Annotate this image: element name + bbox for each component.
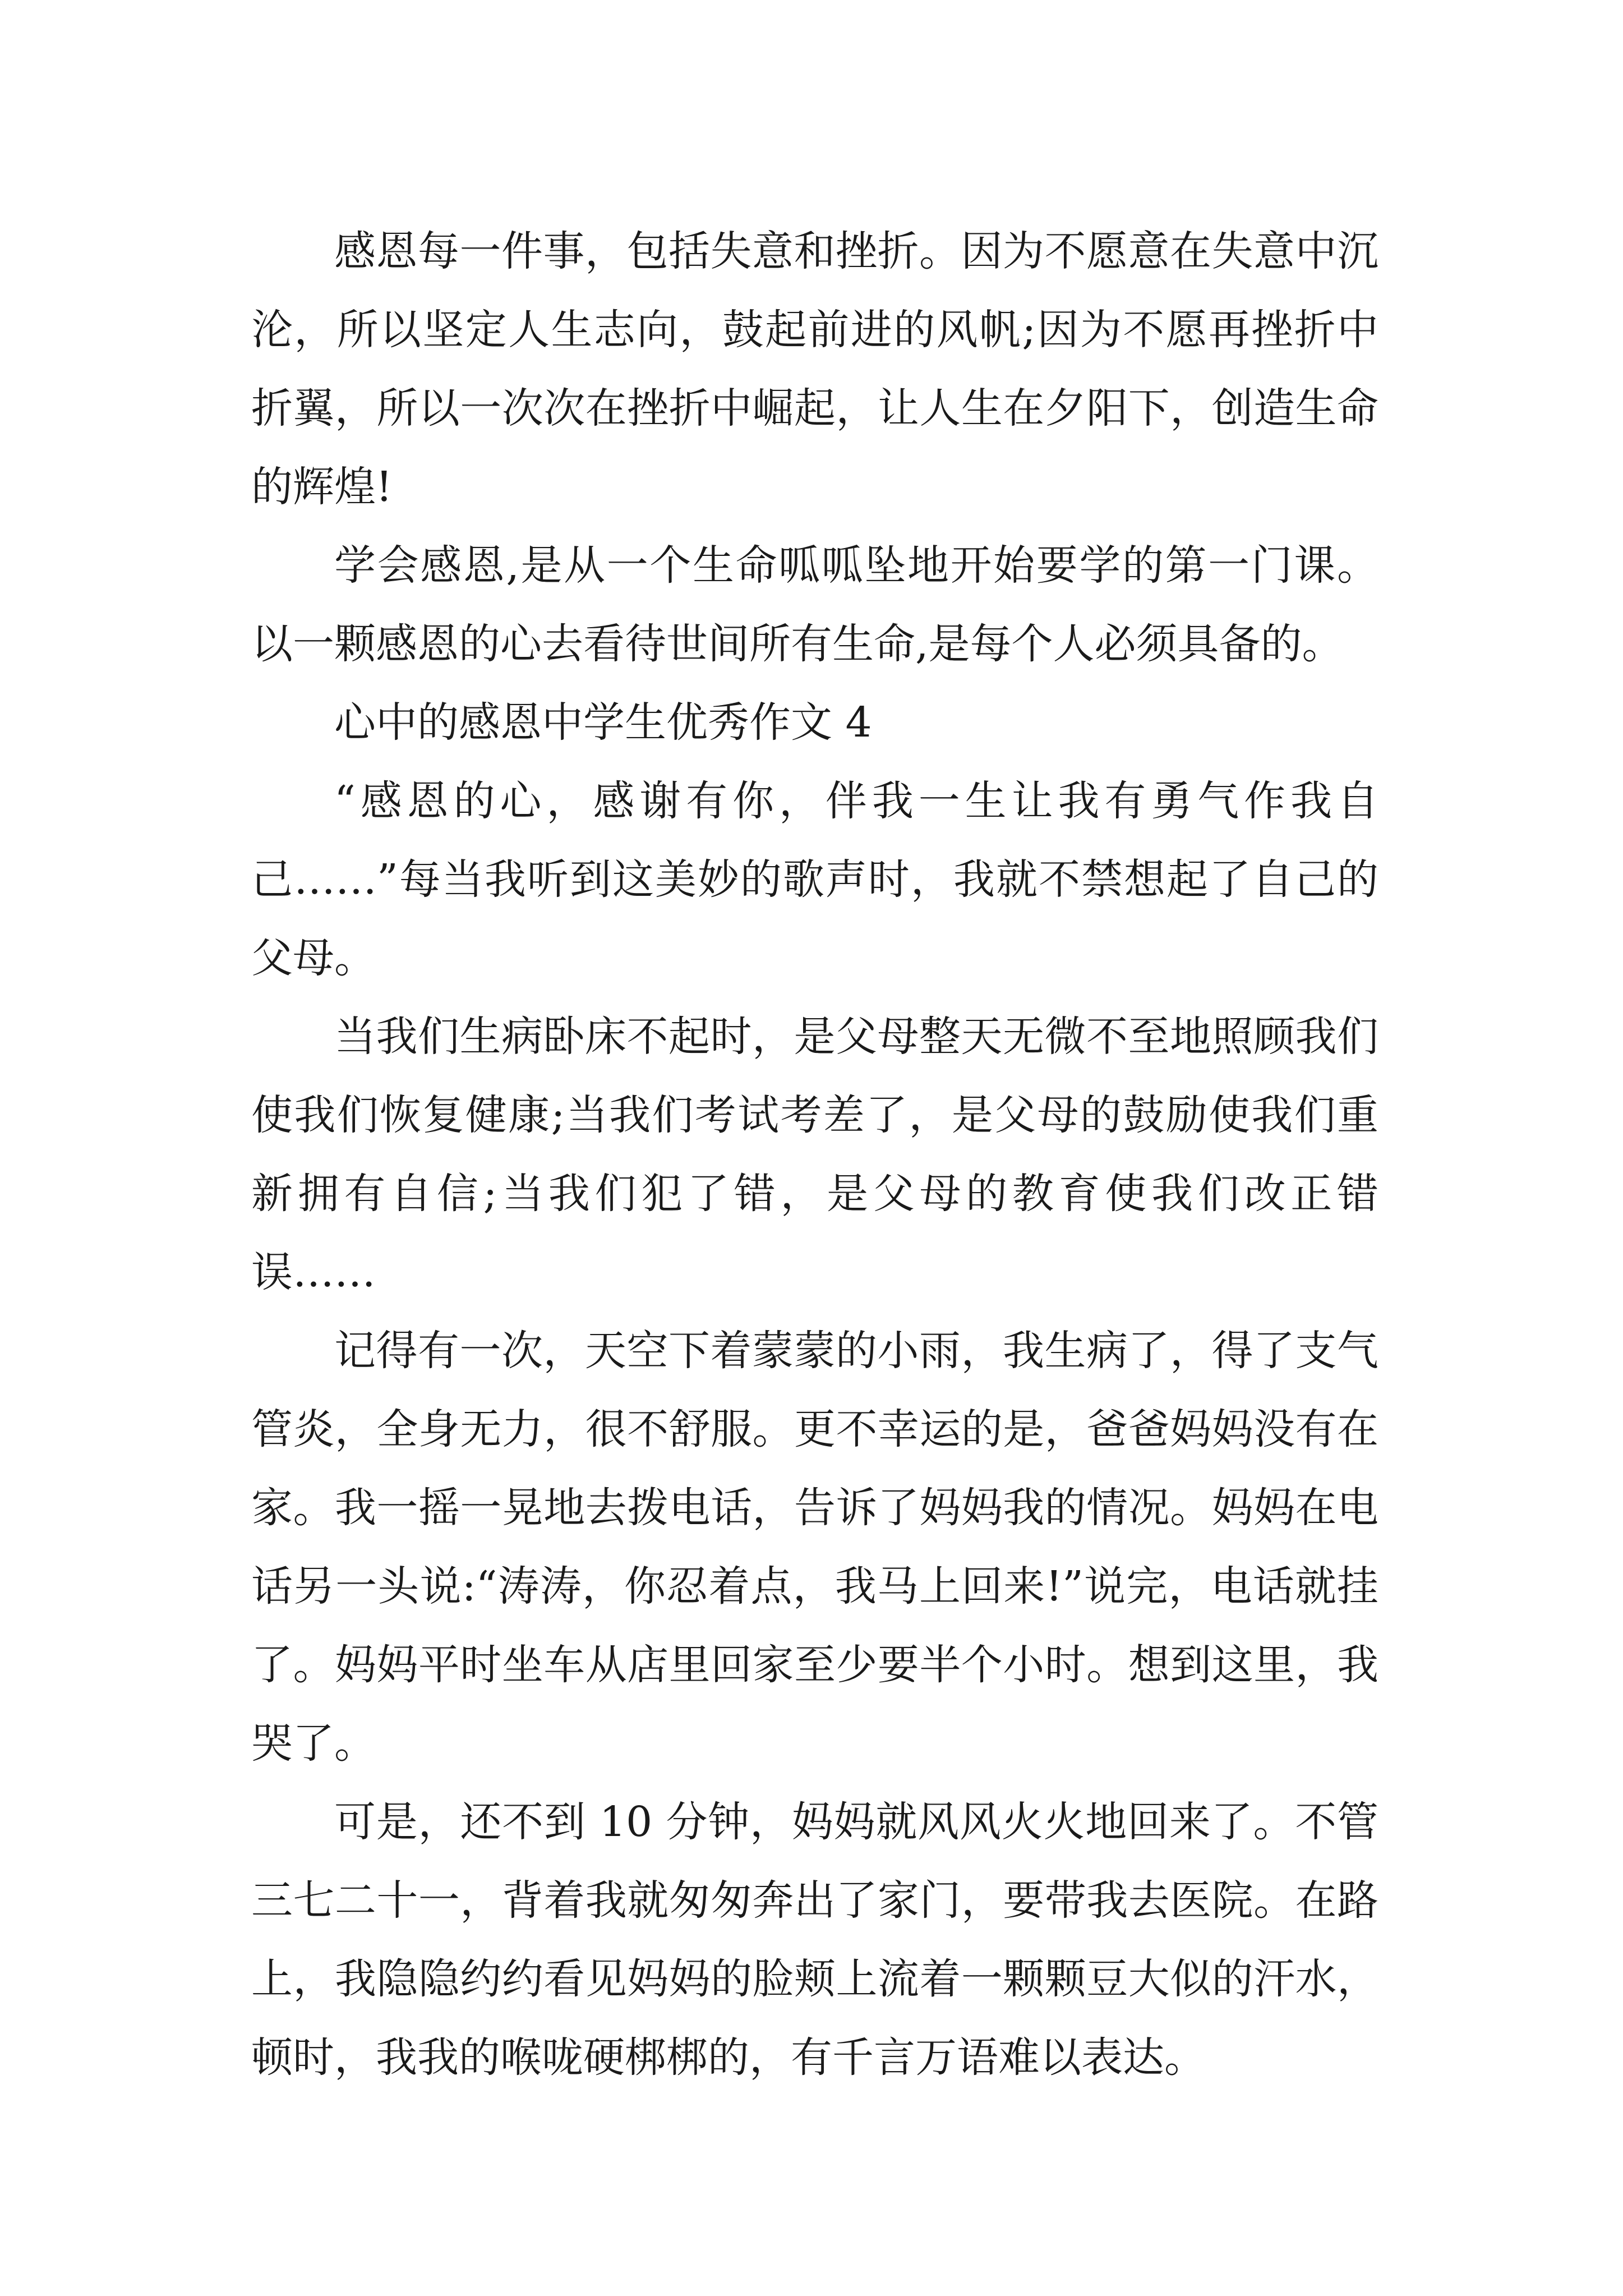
paragraph-mother-returns: 可是，还不到 10 分钟，妈妈就风风火火地回来了。不管三七二十一，背着我就匆匆奔出了家门，要带我去医院。在路上，我隐隐约约看见妈妈的脸颊上流着一颗颗豆大似的汗水，顿时，我我的喉咙硬梆梆的，有千言万语难以表达。 bbox=[251, 1798, 1378, 2082]
paragraph-song: “感恩的心，感谢有你，伴我一生让我有勇气作我自己……”每当我听到这美妙的歌声时，我就不禁想起了自己的父母。 bbox=[251, 777, 1378, 982]
paragraph-gratitude-setbacks: 感恩每一件事，包括失意和挫折。因为不愿意在失意中沉沦，所以坚定人生志向，鼓起前进的风帆;因为不愿再挫折中折翼，所以一次次在挫折中崛起，让人生在夕阳下，创造生命的辉煌! bbox=[251, 227, 1378, 511]
document-page bbox=[251, 212, 1378, 2097]
paragraph-parents-care: 当我们生病卧床不起时，是父母整天无微不至地照顾我们使我们恢复健康;当我们考试考差了，是父母的鼓励使我们重新拥有自信;当我们犯了错，是父母的教育使我们改正错误…… bbox=[251, 1013, 1378, 1296]
section-title: 心中的感恩中学生优秀作文 4 bbox=[334, 698, 872, 747]
paragraph-learn-gratitude: 学会感恩,是从一个生命呱呱坠地开始要学的第一门课。以一颗感恩的心去看待世间所有生命,是每个人必须具备的。 bbox=[251, 541, 1378, 668]
paragraph-sick-memory: 记得有一次，天空下着蒙蒙的小雨，我生病了，得了支气管炎，全身无力，很不舒服。更不幸运的是，爸爸妈妈没有在家。我一摇一晃地去拨电话，告诉了妈妈我的情况。妈妈在电话另一头说:“涛涛，你忍着点，我马上回来!”说完，电话就挂了。妈妈平时坐车从店里回家至少要半个小时。想到这里，我哭了。 bbox=[251, 1327, 1378, 1768]
